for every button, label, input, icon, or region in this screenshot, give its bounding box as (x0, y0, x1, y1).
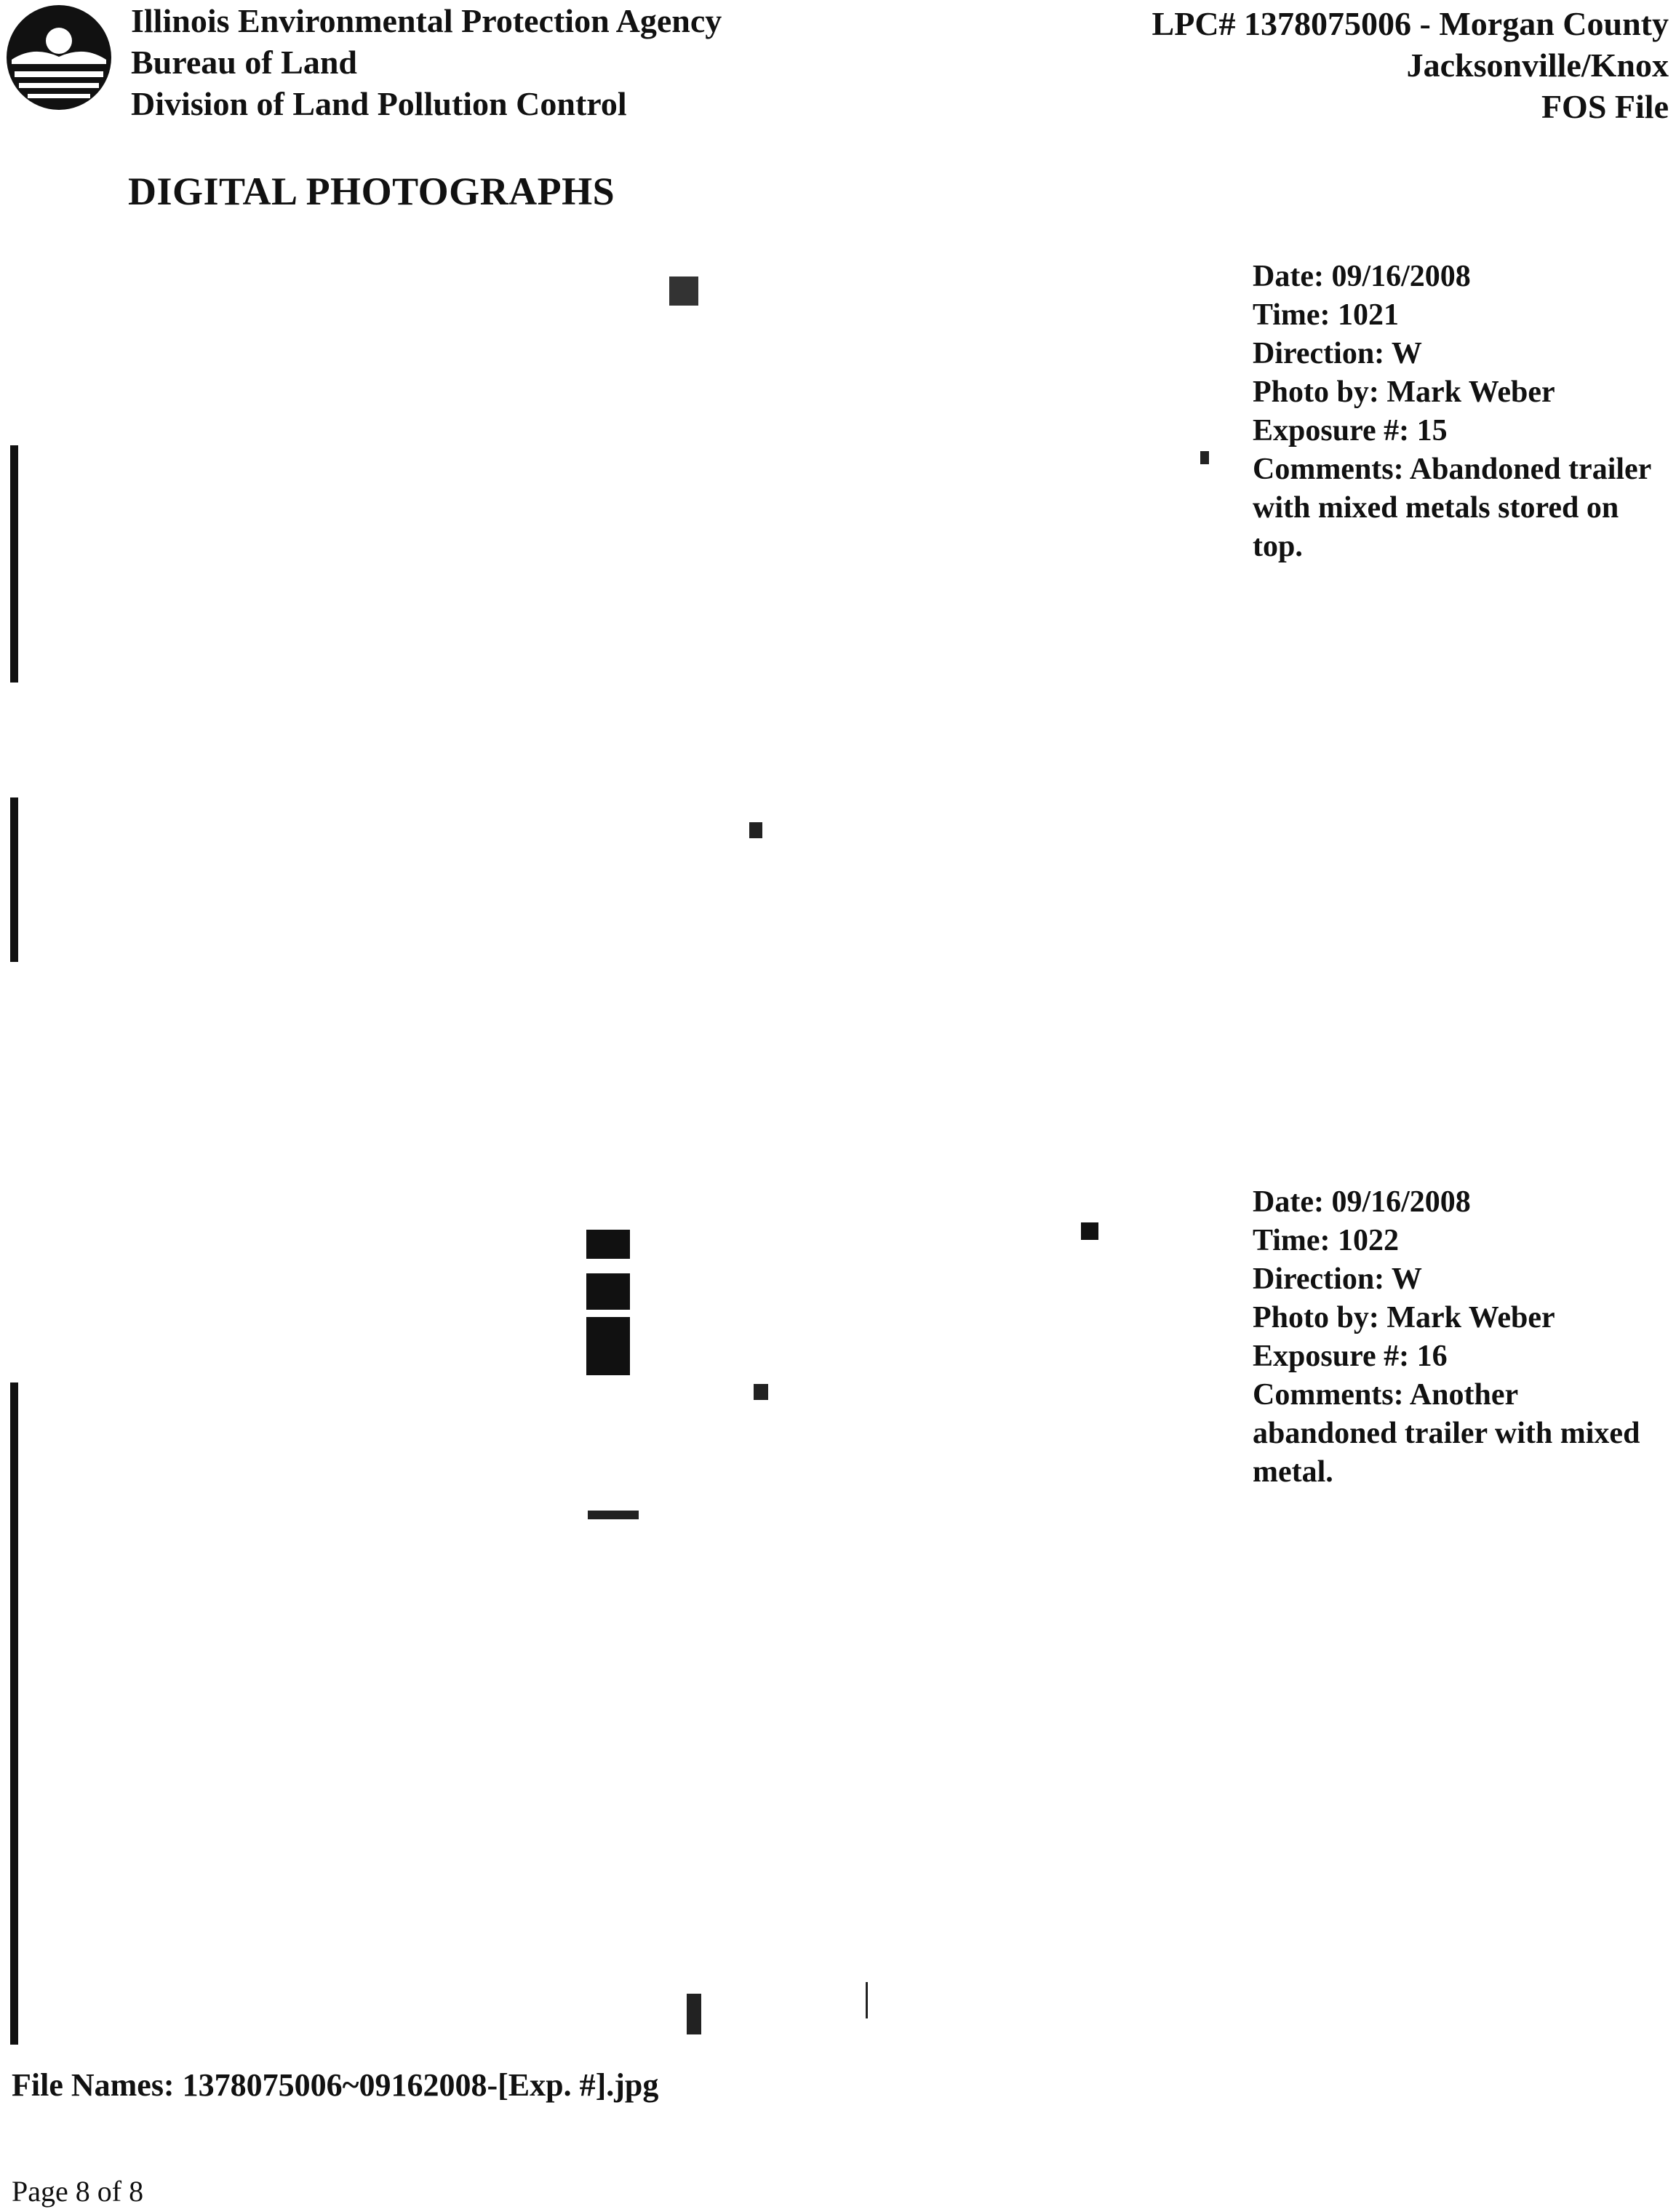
lpc-block (1152, 3, 1669, 127)
scan-speck (749, 822, 762, 838)
scan-speck (1200, 451, 1209, 464)
photo-2-details (1253, 1183, 1660, 1492)
iepa-logo-icon (4, 3, 113, 112)
photo-1-date: Date: 09/16/2008 (1253, 260, 1471, 293)
lpc-location: Jacksonville/Knox (1406, 47, 1669, 84)
division-name: Division of Land Pollution Control (131, 85, 627, 122)
photo-1-direction: Direction: W (1253, 337, 1422, 370)
page-number: Page 8 of 8 (12, 2175, 144, 2208)
photo-1-time: Time: 1021 (1253, 298, 1400, 332)
file-names: File Names: 1378075006~09162008-[Exp. #].jpg (12, 2067, 659, 2103)
photo-2-date: Date: 09/16/2008 (1253, 1185, 1471, 1219)
scan-artifact-bar (10, 797, 18, 962)
photo-1-photographer: Photo by: Mark Weber (1253, 375, 1555, 409)
scan-artifact-bar (10, 445, 18, 683)
agency-name: Illinois Environmental Protection Agency (131, 2, 722, 39)
photo-1-comments: Comments: Abandoned trailer with mixed metals stored on top. (1253, 453, 1651, 563)
lpc-file-type: FOS File (1541, 88, 1669, 125)
agency-block (131, 0, 722, 124)
photo-2-time: Time: 1022 (1253, 1224, 1400, 1257)
scan-speck (669, 276, 698, 306)
photo-2-direction: Direction: W (1253, 1262, 1422, 1296)
scan-speck (866, 1982, 868, 2018)
scan-speck (687, 1994, 701, 2034)
scan-artifact-bar (10, 1382, 18, 2045)
bureau-name: Bureau of Land (131, 44, 358, 81)
scan-speck (754, 1384, 768, 1400)
photo-2 (0, 1135, 1208, 2052)
photo-1 (0, 218, 1208, 975)
scan-speck (1081, 1222, 1098, 1240)
photo-2-comments: Comments: Another abandoned trailer with mixed metal. (1253, 1378, 1640, 1489)
photo-2-photographer: Photo by: Mark Weber (1253, 1301, 1555, 1334)
scan-speck (586, 1230, 630, 1375)
page-title: DIGITAL PHOTOGRAPHS (128, 170, 615, 213)
lpc-number: LPC# 1378075006 - Morgan County (1152, 5, 1669, 42)
photo-2-exposure: Exposure #: 16 (1253, 1340, 1448, 1373)
scan-speck (588, 1511, 639, 1519)
photo-1-exposure: Exposure #: 15 (1253, 414, 1448, 447)
photo-1-details (1253, 258, 1660, 566)
